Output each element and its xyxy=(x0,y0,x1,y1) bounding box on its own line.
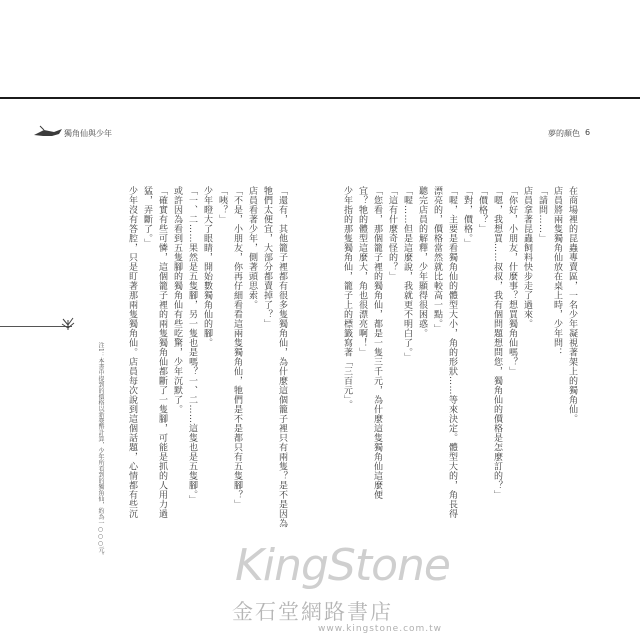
text-column: 「不是，小朋友，你再仔細看看這兩隻獨角仙，牠們是不是都只有五隻腳？」 xyxy=(232,186,242,509)
footnote: 注1：本書中提到的價格以新臺幣計算，少年所看到的獨角仙，約為一○○○元。 xyxy=(97,342,104,559)
text-column: 猛，弄斷了。」 xyxy=(142,186,152,248)
page-number: 6 xyxy=(585,128,591,137)
text-column: 少年沒有答腔，只是盯著那兩隻獨角仙。店員每次說到這個話題，心情都有些沉 xyxy=(127,186,137,519)
text-column: 「一、二……果然是五隻腳，另一隻也是嗎？一、二……這隻也是五隻腳。」 xyxy=(187,186,197,505)
right-running-header: 夢的顏色 xyxy=(548,129,580,138)
text-column: 漂亮的，價格當然就比較高一點。」 xyxy=(432,186,442,334)
text-column: 「您看，那個籠子裡的獨角仙，都是一隻三千元，為什麼這隻獨角仙這麼便 xyxy=(372,186,382,500)
beetle-icon xyxy=(32,124,64,140)
text-column: 店員拿著昆蟲飼料快步走了過來。 xyxy=(522,186,532,329)
text-column: 「喔，主要是看獨角仙的體型大小，角的形狀……等來決定。體型大的，角長得 xyxy=(447,186,457,519)
text-column: 少年指的那隻獨角仙，籠子上的標籤寫著「三百元」。 xyxy=(342,186,352,410)
text-column: 店員看著少年，側著頭思索。 xyxy=(247,186,257,310)
text-column: 或許因為看到五隻腳的獨角仙有些吃驚，少年沉默了。 xyxy=(172,186,182,414)
watermark-logo: KingStone xyxy=(235,540,450,591)
text-column: 「價格？」 xyxy=(477,186,487,234)
text-column: 聽完店員的解釋，少年顯得很困惑。 xyxy=(417,186,427,338)
text-column: 「確實有些可憐，這個籠子裡的兩隻獨角仙都斷了一隻腳，可能是抓的人用力過 xyxy=(157,186,167,519)
watermark-url: www.kingstone.com.tw xyxy=(318,624,443,634)
text-column: 「這有什麼奇怪的？」 xyxy=(387,186,397,281)
left-running-header: 獨角仙與少年 xyxy=(64,129,112,138)
text-column: 「嗯，我想買……叔叔，我有個問題想問您，獨角仙的價格是怎麼訂的？」 xyxy=(492,186,502,500)
text-column: 「你好，小朋友，什麼事？想買獨角仙嗎？」 xyxy=(507,186,517,376)
text-column: 牠們太便宜，大部分都賣掉了？」 xyxy=(262,186,272,329)
text-column: 「還有，其他籠子裡都有很多隻獨角仙，為什麼這個籠子裡只有兩隻？是不是因為 xyxy=(277,186,287,528)
text-column: 「請問……」 xyxy=(537,186,547,243)
text-column: 少年瞪大了眼睛，開始數獨角仙的腳。 xyxy=(202,186,212,348)
text-column: 店員將兩隻獨角仙放在桌上時，少年問： xyxy=(552,186,562,357)
text-column: 「咦？」 xyxy=(217,186,227,224)
text-column: 「對，價格。」 xyxy=(462,186,472,248)
watermark-store-name: 金石堂網路書店 xyxy=(232,600,393,624)
text-column: 在商場裡的昆蟲專賣區，一名少年凝視著架上的獨角仙。 xyxy=(567,186,577,424)
grass-ornament-icon xyxy=(60,316,76,330)
text-column: 「喔……但是這麼說，我就更不明白了。」 xyxy=(402,186,412,362)
page-top-rule xyxy=(0,97,640,99)
text-column: 宜？牠的體型這麼大，角也很漂亮啊！」 xyxy=(357,186,367,357)
